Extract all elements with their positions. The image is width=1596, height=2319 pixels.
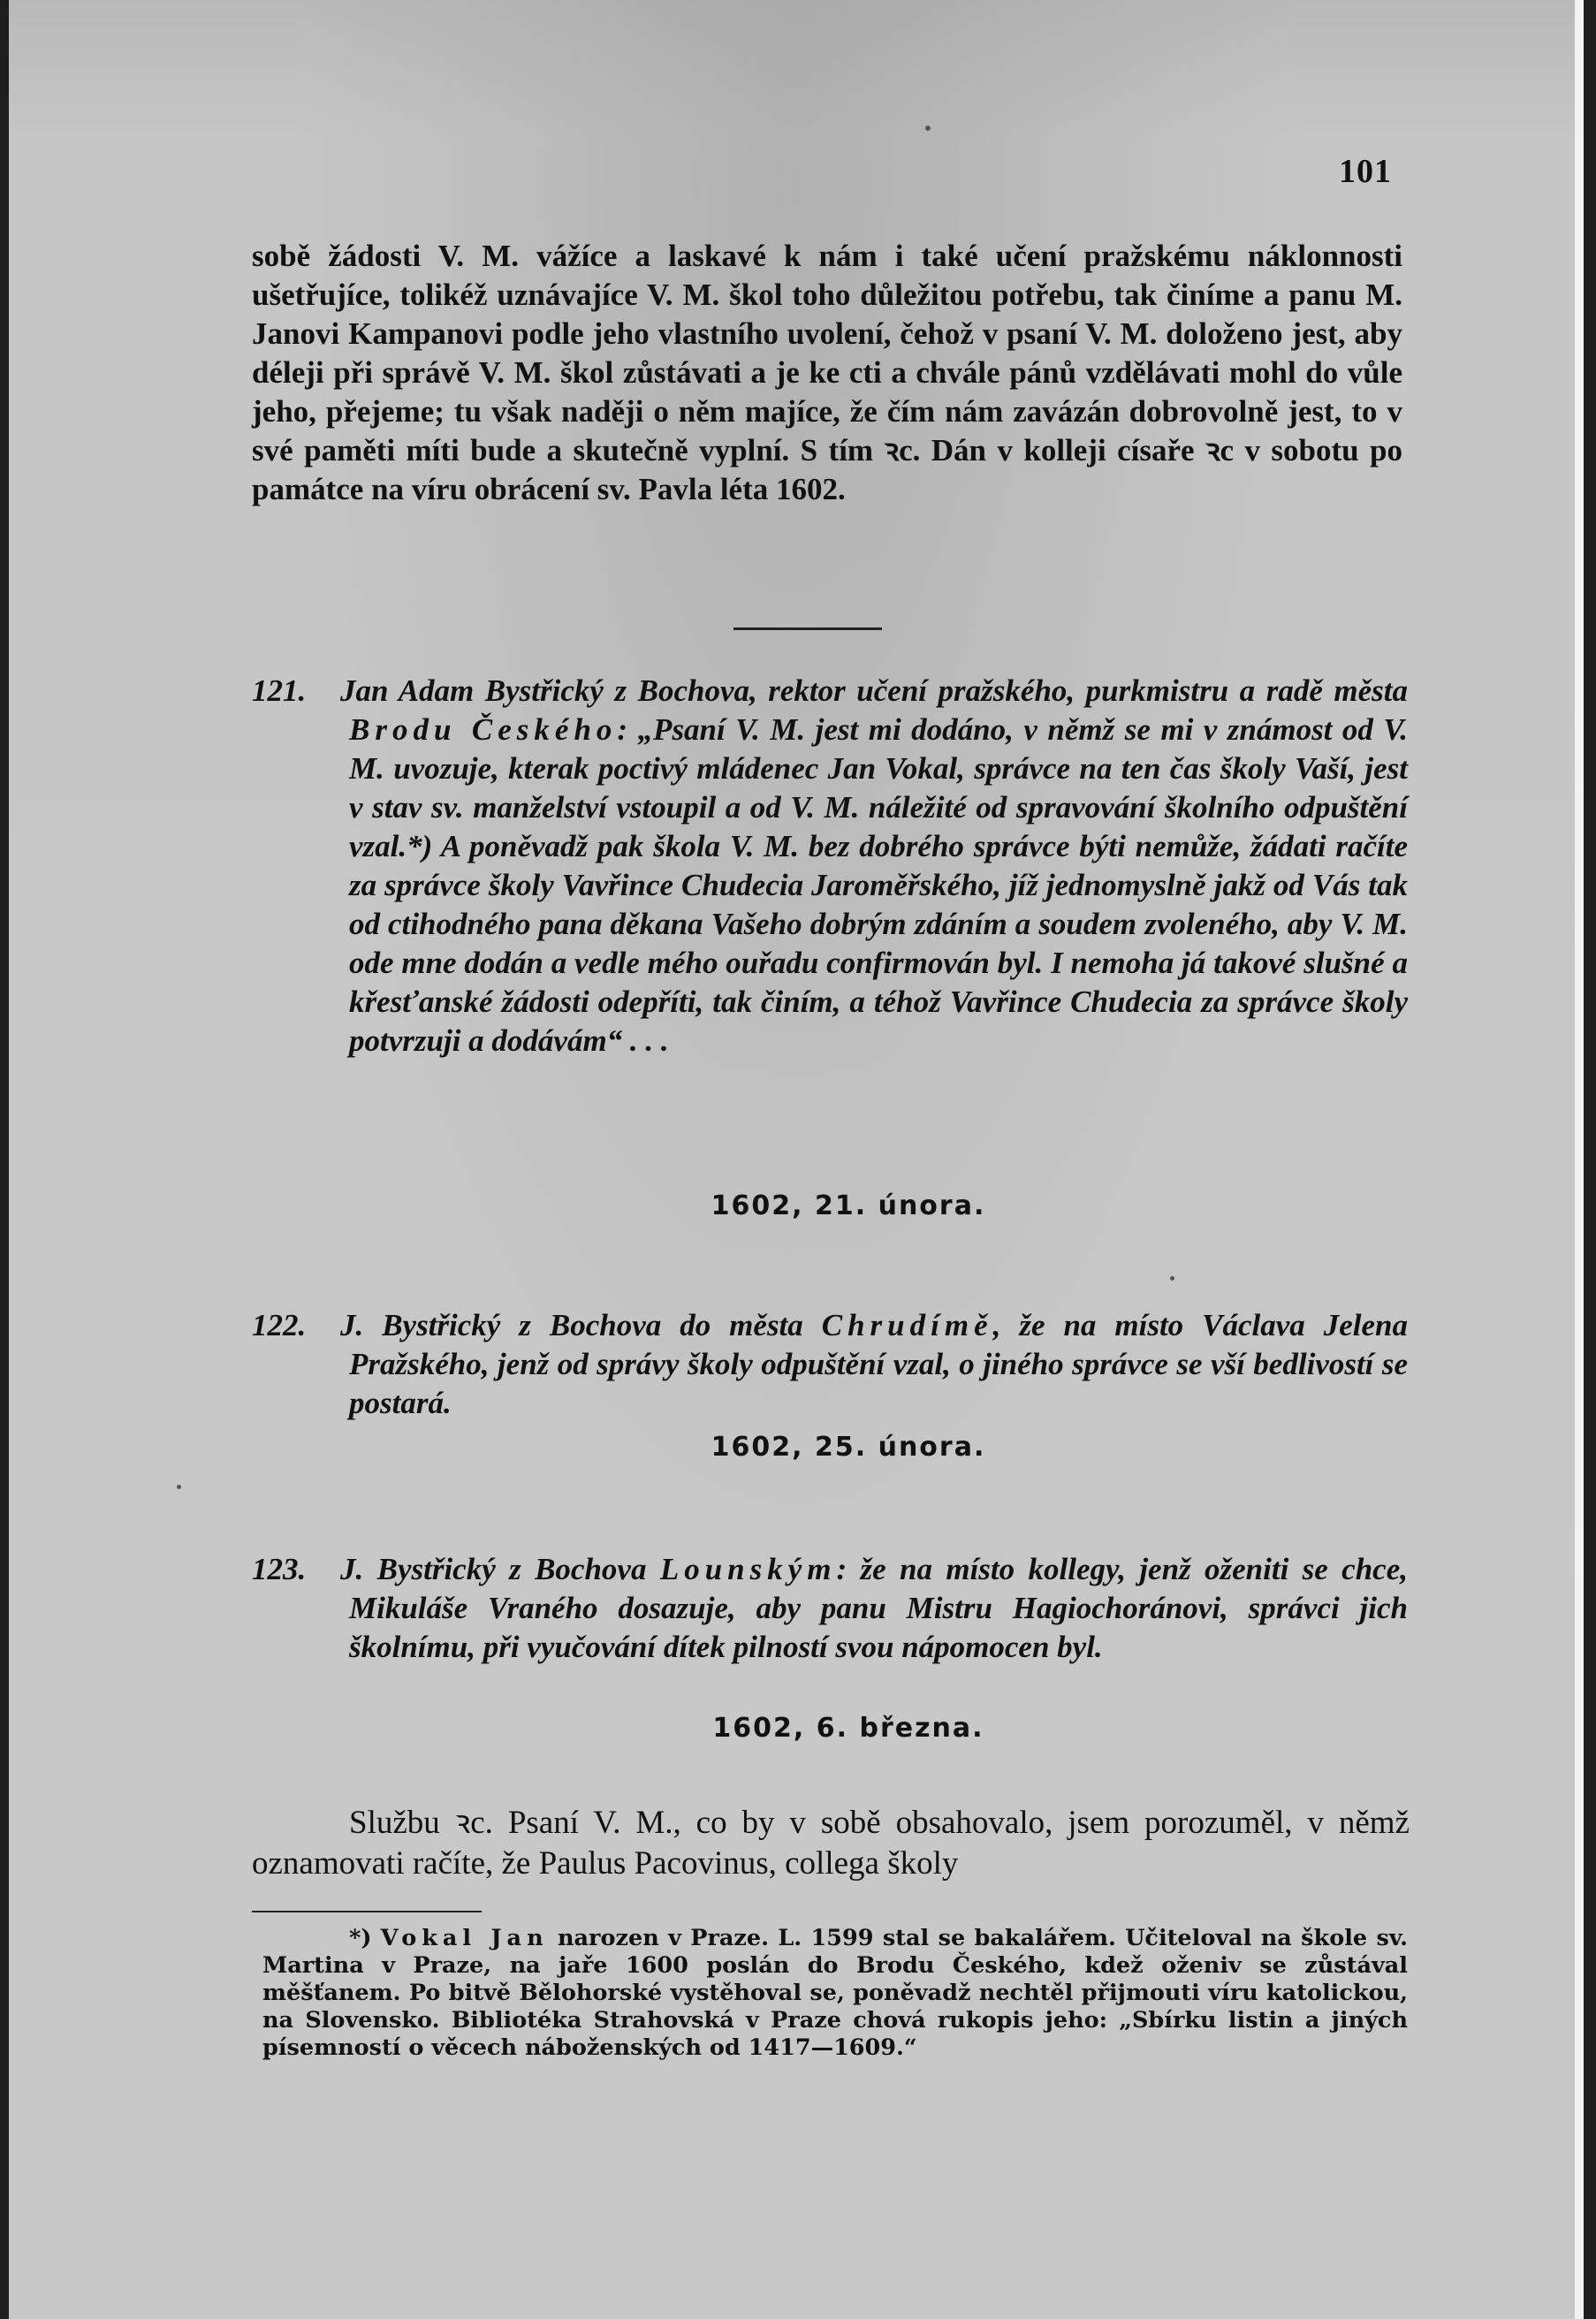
section-divider	[733, 627, 882, 630]
entry-text-before: J. Bystřický z Bochova	[340, 1552, 660, 1586]
entry-text-after: : že na místo kollegy, jenž oženiti se chce, Mikuláše Vraného dosazuje, aby panu Mistru Hagiochoránovi, správci jich školnímu, při vyučování dítek pilností svou nápomocen byl.	[349, 1552, 1408, 1664]
scan-speck	[177, 1485, 181, 1489]
page-edge-right	[1575, 0, 1584, 2319]
scan-speck	[1170, 1276, 1174, 1281]
entry-text-after: , že na místo Václava Jelena Pražského, jenž od správy školy odpuštění vzal, o jiného správce se vší bedlivostí se postará.	[349, 1308, 1408, 1420]
entry-123	[252, 1550, 1408, 1667]
entry-text-before: Jan Adam Bystřický z Bochova, rektor učení pražského, purkmistru a radě města	[340, 673, 1408, 708]
entry-121	[252, 672, 1408, 1061]
intro-text: sobě žádosti V. M. vážíce a laskavé k nám i také učení pražskému náklonnosti ušetřujíce, tolikéž uznávajíce V. M. škol toho důležitou potřebu, tak činíme a panu M. Janovi Kampanovi podle jeho vlastního uvolení, čehož v psaní V. M. doloženo jest, aby déleji při správě V. M. škol zůstávati a je ke cti a chvále pánů vzdělávati mohl do vůle jeho, přejeme; tu však naději o něm majíce, že čím nám zavázán dobrovolně jest, to v své paměti míti bude a skutečně vyplní. S tím ꝛc. Dán v kolleji císaře ꝛc v sobotu po památce na víru obrácení sv. Pavla léta 1602.	[252, 239, 1402, 506]
entry-spaced-place: Chrudímě	[821, 1308, 993, 1342]
entry-spaced-place: Brodu Českého	[349, 712, 618, 747]
footnote-name: Vokal Jan	[380, 1925, 549, 1951]
footnote-divider	[252, 1911, 482, 1912]
entry-spaced-place: Lounským	[659, 1552, 837, 1586]
entry-date-121: 1602, 21. února.	[711, 1190, 986, 1221]
entry-number: 123.	[252, 1552, 307, 1586]
entry-text-after: : „Psaní V. M. jest mi dodáno, v němž se mi v známost od V. M. uvozuje, kterak poctivý mládenec Jan Vokal, správce na ten čas školy Vaší, jest v stav sv. manželství vstoupil a od V. M. náležité od spravování školního odpuštění vzal.*) A poněvadž pak škola V. M. bez dobrého správce býti nemůže, žádati račíte za správce školy Vavřince Chudecia Jaroměřského, jíž jednomyslně jakž od Vás tak od ctihodného pana děkana Vašeho dobrým zdáním a soudem zvoleného, aby V. M. ode mne dodán a vedle mého ouřadu confirmován byl. I nemoha já takové slušné a křesťanské žádosti odepříti, tak činím, a téhož Vavřince Chudecia za správce školy potvrzuji a dodávám“ . . .	[349, 712, 1408, 1058]
footnote-text: narozen v Praze. L. 1599 stal se bakalářem. Učiteloval na škole sv. Martina v Praze, na jaře 1600 poslán do Brodu Českého, kdež oženiv se zůstával měšťanem. Po bitvě Bělohorské vystěhoval se, poněvadž nechtěl přijmouti víru katolickou, na Slovensko. Bibliotéka Strahovská v Praze chová rukopis jeho: „Sbírku listin a jiných písemností o věcech náboženských od 1417—1609.“	[262, 1925, 1408, 2061]
page-number: 101	[1339, 153, 1392, 190]
footnote-marker: *)	[349, 1925, 372, 1951]
intro-paragraph	[252, 237, 1402, 509]
scanned-page	[9, 0, 1584, 2319]
entry-date-123: 1602, 6. března.	[712, 1713, 984, 1744]
footnote	[262, 1925, 1408, 2062]
entry-number: 122.	[252, 1308, 307, 1342]
closing-paragraph: Službu ꝛc. Psaní V. M., co by v sobě obsahovalo, jsem porozuměl, v němž oznamovati račíte, že Paulus Pacovinus, collega školy	[252, 1805, 1410, 1882]
entry-122	[252, 1306, 1408, 1423]
scan-speck	[925, 125, 931, 131]
entry-text-before: J. Bystřický z Bochova do města	[340, 1308, 822, 1342]
entry-date-122: 1602, 25. února.	[711, 1432, 986, 1463]
entry-number: 121.	[252, 673, 307, 708]
